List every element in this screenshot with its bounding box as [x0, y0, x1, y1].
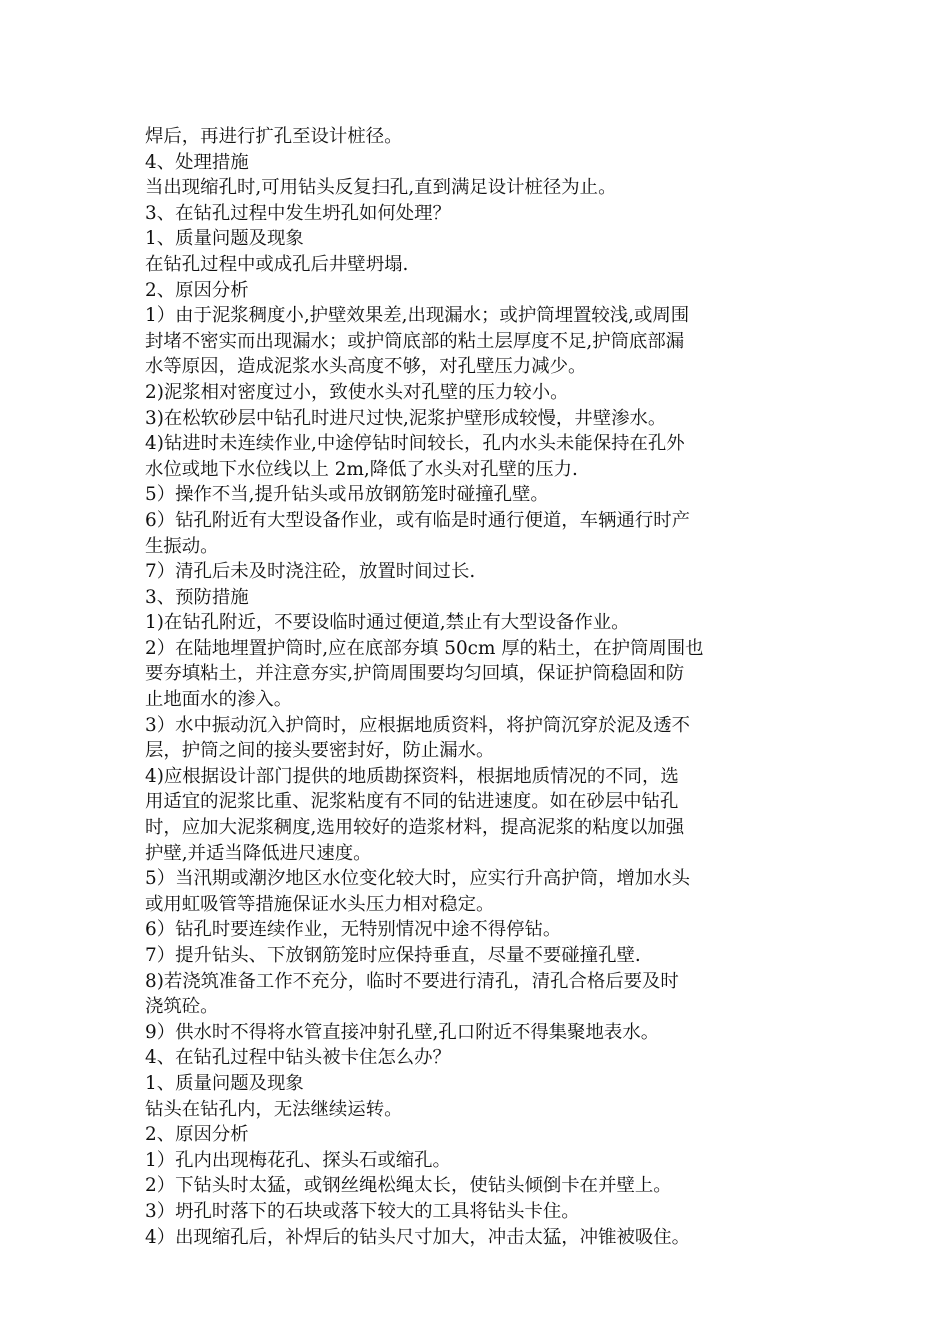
paragraph: 焊后，再进行扩孔至设计桩径。: [145, 126, 403, 147]
list-item: 9）供水时不得将水管直接冲射孔壁,孔口附近不得集聚地表水。: [145, 1021, 660, 1043]
list-item: 1)在钻孔附近，不要设临时通过便道,禁止有大型设备作业。: [145, 612, 630, 634]
section-heading: 1、质量问题及现象: [145, 228, 304, 250]
list-item: 5）当汛期或潮汐地区水位变化较大时，应实行升高护筒，增加水头 或用虹吸管等措施保证水头压力相对稳定。: [145, 868, 691, 915]
document-body: [145, 124, 815, 1250]
paragraph: 钻头在钻孔内，无法继续运转。: [145, 1098, 403, 1120]
paragraph: 当出现缩孔时,可用钻头反复扫孔,直到满足设计桩径为止。: [145, 177, 617, 199]
list-item: 4）出现缩孔后，补焊后的钻头尺寸加大，冲击太猛，冲锥被吸住。: [145, 1226, 691, 1248]
list-item: 4)钻进时未连续作业,中途停钻时间较长，孔内水头未能保持在孔外 水位或地下水位线以上 2m,降低了水头对孔壁的压力.: [145, 433, 685, 480]
list-item: 7）提升钻头、下放钢筋笼时应保持垂直，尽量不要碰撞孔壁.: [145, 945, 641, 966]
list-item: 6）钻孔时要连续作业，无特别情况中途不得停钻。: [145, 919, 562, 941]
list-item: 8)若浇筑准备工作不充分，临时不要进行清孔，清孔合格后要及时 浇筑砼。: [145, 970, 679, 1018]
list-item: 7）清孔后未及时浇注砼，放置时间过长.: [145, 561, 476, 583]
paragraph: 在钻孔过程中或成孔后井壁坍塌.: [145, 253, 409, 275]
section-heading: 3、预防措施: [145, 586, 249, 608]
list-item: 5）操作不当,提升钻头或吊放钢筋笼时碰撞孔壁。: [145, 484, 549, 506]
list-item: 3）坍孔时落下的石块或落下较大的工具将钻头卡住。: [145, 1200, 580, 1222]
list-item: 6）钻孔附近有大型设备作业，或有临是时通行便道，车辆通行时产 生振动。: [145, 509, 691, 557]
list-item: 2)泥浆相对密度过小，致使水头对孔壁的压力较小。: [145, 381, 569, 403]
list-item: 1）孔内出现梅花孔、探头石或缩孔。: [145, 1149, 451, 1171]
section-heading: 1、质量问题及现象: [145, 1072, 304, 1094]
section-heading: 2、原因分析: [145, 1124, 249, 1146]
section-heading: 2、原因分析: [145, 279, 249, 301]
question-heading: 4、在钻孔过程中钻头被卡住怎么办？: [145, 1047, 451, 1069]
list-item: 3)在松软砂层中钻孔时进尺过快,泥浆护壁形成较慢，井壁渗水。: [145, 407, 667, 429]
list-item: 2）下钻头时太猛，或钢丝绳松绳太长，使钻头倾倒卡在并壁上。: [145, 1175, 672, 1197]
list-item: 2）在陆地埋置护筒时,应在底部夯填 50cm 厚的粘土，在护筒周围也 要夯填粘土，并注意夯实,护筒周围要均匀回填，保证护筒稳固和防 止地面水的渗入。: [145, 637, 704, 711]
question-heading: 3、在钻孔过程中发生坍孔如何处理？: [145, 202, 451, 224]
list-item: 3）水中振动沉入护筒时，应根据地质资料，将护筒沉穿於泥及透不 层，护筒之间的接头要密封好，防止漏水。: [145, 714, 691, 762]
list-item: 1）由于泥浆稠度小,护壁效果差,出现漏水；或护筒埋置较浅,或周围 封堵不密实而出现漏水；或护筒底部的粘土层厚度不足,护筒底部漏 水等原因，造成泥浆水头高度不够，对孔壁压力减少。: [145, 305, 690, 378]
list-item: 4)应根据设计部门提供的地质勘探资料，根据地质情况的不同，选 用适宜的泥浆比重、泥浆粘度有不同的钻进速度。如在砂层中钻孔 时，应加大泥浆稠度,选用较好的造浆材料，提高泥浆的粘度以加强 护壁,并适当降低进尺速度。: [145, 765, 685, 864]
section-heading: 4、处理措施: [145, 151, 249, 173]
